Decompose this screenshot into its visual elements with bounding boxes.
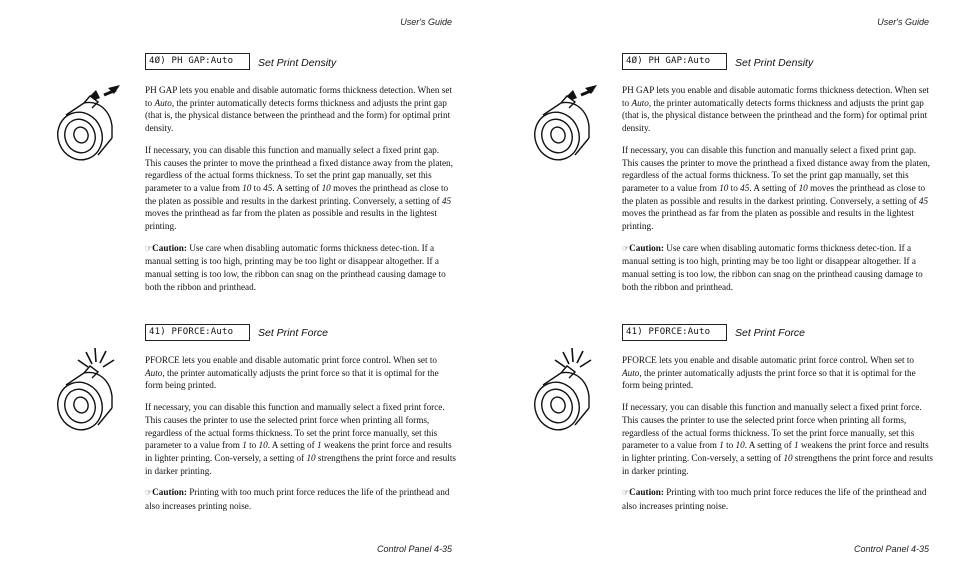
section-body-print-density (145, 84, 457, 294)
platen-knob-force-icon (48, 346, 138, 441)
section-title-print-force: Set Print Force (735, 327, 806, 339)
paragraph: PFORCE lets you enable and disable automatic print force control. When set to Auto, the printer automatically adjusts the print force so that it is optimal for the form being printed. (145, 355, 439, 391)
section-body-print-density (622, 84, 934, 294)
caution-paragraph: ☞Caution: Use care when disabling automatic forms thickness detec-tion. If a manual setting is too high, printing may be too light or disappear altogether. If a manual setting is too low, the ribbon can snag on the printhead causing damage to both the ribbon and printhead. (622, 242, 923, 292)
section-body-print-force (145, 354, 457, 513)
paragraph: If necessary, you can disable this function and manually select a fixed print force. This causes the printer to use the selected print force when printing all forms, regardless of the actual forms thickness. To set the print force manually, set this parameter to a value from 1 to 10. A setting of 1 weakens the print force and results in lighter printing. Con-versely, a setting of 10 strengthens the print force and results in darker printing. (145, 402, 456, 476)
caution-label: Caution: (629, 242, 664, 253)
platen-knob-force-icon (525, 346, 615, 441)
lcd-display-pforce: 41) PFORCE:Auto (145, 324, 250, 341)
right-page (477, 0, 954, 580)
page-footer: Control Panel 4-35 (376, 544, 452, 554)
platen-knob-gap-icon (48, 82, 138, 177)
caution-paragraph: ☞Caution: Use care when disabling automatic forms thickness detec-tion. If a manual setting is too high, printing may be too light or disappear altogether. If a manual setting is too low, the ribbon can snag on the printhead causing damage to both the ribbon and printhead. (145, 242, 446, 292)
page-header: User's Guide (400, 17, 452, 27)
pointing-hand-icon: ☞ (145, 488, 153, 498)
platen-knob-gap-icon (525, 82, 615, 177)
paragraph: If necessary, you can disable this function and manually select a fixed print gap. This causes the printer to move the printhead a fixed distance away from the platen, regardless of the actual forms thickness. To set the print gap manually, set this parameter to a value from 10 to 45. A setting of 10 moves the printhead as close to the platen as possible and results in the darkest printing. Conversely, a setting of 45 moves the printhead as far from the platen as possible and results in the lightest printing. (145, 144, 453, 232)
lcd-display-ph-gap: 4Ø) PH GAP:Auto (145, 53, 250, 70)
caution-label: Caution: (152, 487, 187, 498)
section-body-print-force (622, 354, 934, 513)
page-header: User's Guide (877, 17, 929, 27)
caution-paragraph: ☞Caution: Printing with too much print force reduces the life of the printhead and also increases printing noise. (145, 487, 450, 512)
pointing-hand-icon: ☞ (622, 488, 630, 498)
caution-paragraph: ☞Caution: Printing with too much print force reduces the life of the printhead and also increases printing noise. (622, 487, 927, 512)
section-title-print-force: Set Print Force (258, 327, 329, 339)
lcd-display-pforce: 41) PFORCE:Auto (622, 324, 727, 341)
section-title-print-density: Set Print Density (735, 57, 814, 69)
section-title-print-density: Set Print Density (258, 57, 337, 69)
pointing-hand-icon: ☞ (622, 243, 630, 253)
caution-label: Caution: (152, 242, 187, 253)
paragraph: If necessary, you can disable this function and manually select a fixed print gap. This causes the printer to move the printhead a fixed distance away from the platen, regardless of the actual forms thickness. To set the print gap manually, set this parameter to a value from 10 to 45. A setting of 10 moves the printhead as close to the platen as possible and results in the darkest printing. Conversely, a setting of 45 moves the printhead as far from the platen as possible and results in the lightest printing. (622, 144, 930, 232)
paragraph: If necessary, you can disable this function and manually select a fixed print force. This causes the printer to use the selected print force when printing all forms, regardless of the actual forms thickness. To set the print force manually, set this parameter to a value from 1 to 10. A setting of 1 weakens the print force and results in lighter printing. Con-versely, a setting of 10 strengthens the print force and results in darker printing. (622, 402, 933, 476)
paragraph: PFORCE lets you enable and disable automatic print force control. When set to Auto, the printer automatically adjusts the print force so that it is optimal for the form being printed. (622, 355, 916, 391)
lcd-display-ph-gap: 4Ø) PH GAP:Auto (622, 53, 727, 70)
pointing-hand-icon: ☞ (145, 243, 153, 253)
paragraph: PH GAP lets you enable and disable automatic forms thickness detection. When set to Auto, the printer automatically detects forms thickness and adjusts the print gap (that is, the physical distance between the printhead and the form) for optimal print density. (622, 85, 929, 134)
caution-label: Caution: (629, 487, 664, 498)
page-footer: Control Panel 4-35 (853, 544, 929, 554)
paragraph: PH GAP lets you enable and disable automatic forms thickness detection. When set to Auto, the printer automatically detects forms thickness and adjusts the print gap (that is, the physical distance between the printhead and the form) for optimal print density. (145, 85, 452, 134)
